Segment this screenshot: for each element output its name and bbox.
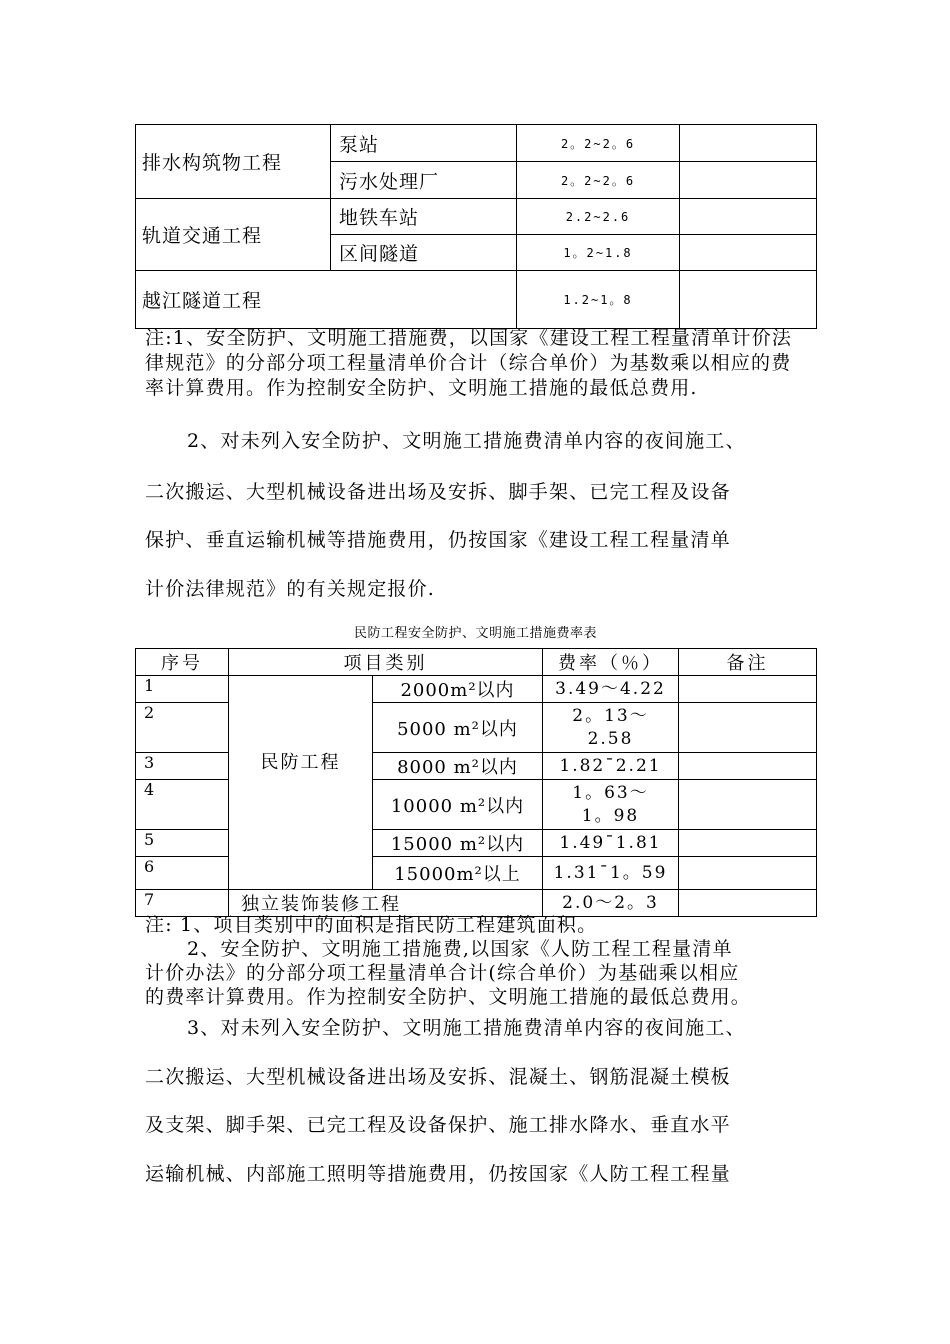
note-paragraph-1: 注:1、安全防护、文明施工措施费，以国家《建设工程工程量清单计价法律规范》的分部分项工程量清单价合计（综合单价）为基数乘以相应的费率计算费用。作为控制安全防护、文明施工措施的最低总费用. bbox=[145, 327, 793, 399]
rate-cell: 2。2~2。6 bbox=[517, 125, 680, 162]
group-label-text: 民防工程 bbox=[260, 751, 341, 773]
note-line: 2、安全防护、文明施工措施费,以国家《人防工程工程量清单 bbox=[187, 938, 733, 960]
row-number: 2 bbox=[136, 703, 229, 753]
rate-cell: 1.2~1。8 bbox=[517, 271, 680, 329]
rate-cell: 2。2~2。6 bbox=[517, 162, 680, 199]
rate-cell bbox=[543, 703, 679, 753]
area-cell: 15000 m²以内 bbox=[373, 830, 543, 857]
table-row bbox=[136, 125, 817, 162]
category-cell: 轨道交通工程 bbox=[136, 199, 331, 271]
rate-cell: 2.0～2。3 bbox=[543, 890, 679, 917]
rate-cell: 1.82¯2.21 bbox=[543, 753, 679, 780]
remark-cell bbox=[679, 753, 817, 780]
group-label bbox=[229, 676, 373, 890]
note-line: 3、对未列入安全防护、文明施工措施费清单内容的夜间施工、 bbox=[187, 1017, 746, 1039]
header-no: 序号 bbox=[136, 649, 229, 676]
area-cell: 2000m²以内 bbox=[373, 676, 543, 703]
rate-cell: 1.49¯1.81 bbox=[543, 830, 679, 857]
header-remark: 备注 bbox=[679, 649, 817, 676]
rate-cell: 1.31¯1。59 bbox=[543, 857, 679, 890]
rate-cell bbox=[543, 780, 679, 830]
area-cell: 8000 m²以内 bbox=[373, 753, 543, 780]
subcategory-cell: 污水处理厂 bbox=[331, 162, 517, 199]
remark-cell bbox=[680, 199, 817, 235]
category-cell: 排水构筑物工程 bbox=[136, 125, 331, 199]
subcategory-cell: 地铁车站 bbox=[331, 199, 517, 235]
remark-cell bbox=[679, 857, 817, 890]
header-rate: 费率（％） bbox=[543, 649, 679, 676]
note-line: 计价法律规范》的有关规定报价. bbox=[145, 578, 436, 600]
area-cell: 15000m²以上 bbox=[373, 857, 543, 890]
category-cell: 越江隧道工程 bbox=[136, 271, 517, 329]
note-line: 二次搬运、大型机械设备进出场及安拆、混凝土、钢筋混凝土模板 bbox=[145, 1066, 731, 1088]
rate-line: 1。98 bbox=[581, 805, 640, 826]
remark-cell bbox=[680, 235, 817, 271]
table-title: 民防工程安全防护、文明施工措施费率表 bbox=[353, 626, 597, 641]
rate-cell: 3.49～4.22 bbox=[543, 676, 679, 703]
rate-table-civil-defense bbox=[135, 648, 817, 917]
remark-cell bbox=[679, 830, 817, 857]
category-cell: 独立装饰装修工程 bbox=[229, 890, 543, 917]
header-category: 项目类别 bbox=[229, 649, 543, 676]
rate-table-municipal bbox=[135, 124, 817, 329]
remark-cell bbox=[679, 703, 817, 753]
table-row bbox=[136, 271, 817, 329]
rate-cell: 1。2~1.8 bbox=[517, 235, 680, 271]
note-line: 运输机械、内部施工照明等措施费用，仍按国家《人防工程工程量 bbox=[145, 1163, 731, 1185]
remark-cell bbox=[680, 271, 817, 329]
row-number: 7 bbox=[136, 890, 229, 917]
table-header-row bbox=[136, 649, 817, 676]
rate-cell: 2.2~2.6 bbox=[517, 199, 680, 235]
remark-cell bbox=[679, 676, 817, 703]
note-line: 2、对未列入安全防护、文明施工措施费清单内容的夜间施工、 bbox=[187, 430, 746, 452]
note-line: 保护、垂直运输机械等措施费用，仍按国家《建设工程工程量清单 bbox=[145, 529, 731, 551]
remark-cell bbox=[679, 780, 817, 830]
row-number: 4 bbox=[136, 780, 229, 830]
note-line: 的费率计算费用。作为控制安全防护、文明施工措施的最低总费用。 bbox=[145, 986, 752, 1008]
row-number: 6 bbox=[136, 857, 229, 890]
table-row bbox=[136, 676, 817, 703]
row-number: 1 bbox=[136, 676, 229, 703]
note-line: 计价办法》的分部分项工程量清单合计(综合单价）为基础乘以相应 bbox=[145, 962, 740, 984]
area-cell: 10000 m²以内 bbox=[373, 780, 543, 830]
area-cell: 5000 m²以内 bbox=[373, 703, 543, 753]
remark-cell bbox=[680, 125, 817, 162]
note-line: 二次搬运、大型机械设备进出场及安拆、脚手架、已完工程及设备 bbox=[145, 481, 731, 503]
row-number: 5 bbox=[136, 830, 229, 857]
note-line: 及支架、脚手架、已完工程及设备保护、施工排水降水、垂直水平 bbox=[145, 1114, 731, 1136]
rate-line: 2.58 bbox=[587, 728, 634, 749]
remark-cell bbox=[680, 162, 817, 199]
rate-line: 2。13～ bbox=[572, 705, 649, 726]
subcategory-cell: 泵站 bbox=[331, 125, 517, 162]
row-number: 3 bbox=[136, 753, 229, 780]
subcategory-cell: 区间隧道 bbox=[331, 235, 517, 271]
note-line: 注: 1、项目类别中的面积是指民防工程建筑面积。 bbox=[145, 914, 598, 936]
table-row bbox=[136, 199, 817, 235]
rate-line: 1。63～ bbox=[572, 782, 649, 803]
